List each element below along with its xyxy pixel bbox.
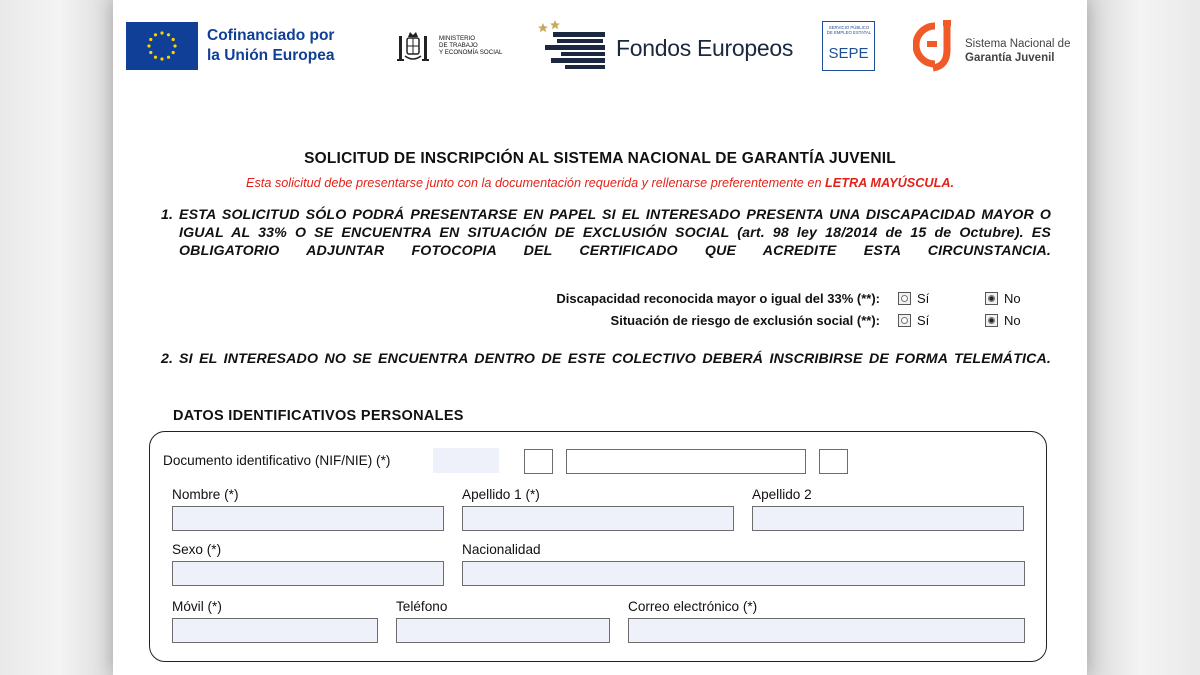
sexo-field[interactable] (172, 561, 444, 586)
question-exclusion-label: Situación de riesgo de exclusión social (**): (610, 313, 880, 328)
notice-1-number: 1. (161, 207, 174, 223)
exclusion-si-option[interactable] (898, 313, 929, 328)
nombre-field[interactable] (172, 506, 444, 531)
discapacidad-si-radio[interactable] (898, 292, 911, 305)
apellido1-field[interactable] (462, 506, 734, 531)
notice-1 (161, 206, 1051, 278)
exclusion-si-radio[interactable] (898, 314, 911, 327)
apellido2-label: Apellido 2 (752, 487, 812, 502)
ministerio-text: MINISTERIO DE TRABAJO Y ECONOMÍA SOCIAL (439, 35, 503, 56)
discapacidad-no-radio[interactable] (985, 292, 998, 305)
discapacidad-no-label: No (1004, 291, 1021, 306)
form-title: SOLICITUD DE INSCRIPCIÓN AL SISTEMA NACIONAL DE GARANTÍA JUVENIL (304, 150, 896, 167)
notice-2-text: SI EL INTERESADO NO SE ENCUENTRA DENTRO DE ESTE COLECTIVO DEBERÁ INSCRIBIRSE DE FORMA TELEMÁTICA. (179, 351, 1051, 367)
sepe-big-text: SEPE (828, 45, 869, 62)
garantia-juvenil-icon (913, 20, 959, 72)
form-sheet (113, 0, 1087, 675)
sexo-label: Sexo (*) (172, 542, 222, 557)
personal-data-panel (149, 431, 1047, 662)
discapacidad-si-label: Sí (917, 291, 930, 306)
correo-label: Correo electrónico (*) (628, 599, 758, 614)
sepe-small-text: SERVICIO PÚBLICO DE EMPLEO ESTATAL (826, 25, 872, 35)
subtitle-emphasis: LETRA MAYÚSCULA. (825, 176, 955, 190)
notice-2 (161, 350, 1051, 386)
documento-letter-suffix-field[interactable] (819, 449, 848, 474)
apellido2-field[interactable] (752, 506, 1024, 531)
garantia-juvenil-logo (913, 20, 1083, 72)
documento-label: Documento identificativo (NIF/NIE) (*) (163, 453, 391, 468)
documento-type-field[interactable] (433, 448, 499, 473)
documento-letter-prefix-field[interactable] (524, 449, 553, 474)
apellido1-label: Apellido 1 (*) (462, 487, 540, 502)
nombre-label: Nombre (*) (172, 487, 239, 502)
form-subtitle (113, 176, 1087, 190)
spain-coat-of-arms-icon (393, 28, 433, 68)
eu-logo-text (207, 26, 334, 66)
question-discapacidad-label: Discapacidad reconocida mayor o igual del 33% (**): (556, 291, 880, 306)
telefono-label: Teléfono (396, 599, 448, 614)
nacionalidad-field[interactable] (462, 561, 1025, 586)
eu-flag-logo (126, 22, 198, 70)
documento-number-field[interactable] (566, 449, 806, 474)
garantia-juvenil-line1: Sistema Nacional de (965, 38, 1071, 50)
movil-label: Móvil (*) (172, 599, 222, 614)
movil-field[interactable] (172, 618, 378, 643)
exclusion-no-option[interactable] (985, 313, 1021, 328)
exclusion-no-label: No (1004, 313, 1021, 328)
garantia-juvenil-line2: Garantía Juvenil (965, 52, 1055, 64)
ministerio-logo (393, 28, 511, 68)
exclusion-si-label: Sí (917, 313, 930, 328)
nacionalidad-label: Nacionalidad (462, 542, 541, 557)
garantia-juvenil-text (965, 37, 1070, 65)
eu-logo-line1: Cofinanciado por (207, 27, 335, 44)
notice-2-number: 2. (161, 351, 174, 367)
telefono-field[interactable] (396, 618, 610, 643)
discapacidad-si-option[interactable] (898, 291, 929, 306)
eu-logo-line2: la Unión Europea (207, 47, 335, 64)
fondos-europeos-icon (535, 20, 613, 72)
discapacidad-no-option[interactable] (985, 291, 1021, 306)
exclusion-no-radio[interactable] (985, 314, 998, 327)
fondos-europeos-logo (535, 20, 795, 72)
personal-data-section-title: DATOS IDENTIFICATIVOS PERSONALES (173, 408, 464, 424)
notice-1-text: ESTA SOLICITUD SÓLO PODRÁ PRESENTARSE EN PAPEL SI EL INTERESADO PRESENTA UNA DISCAPACIDAD MAYOR O IGUAL AL 33% O SE ENCUENTRA EN SITUACIÓN DE EXCLUSIÓN SOCIAL (art. 98 ley 18/2014 de 15 de Octubre). ES OBLIGATORIO ADJUNTAR FOTOCOPIA DEL CERTIFICADO QUE ACREDITE ESTA CIRCUNSTANCIA. (179, 207, 1051, 259)
fondos-europeos-text: Fondos Europeos (616, 35, 794, 61)
subtitle-text: Esta solicitud debe presentarse junto con la documentación requerida y rellenarse preferentemente en (245, 176, 822, 190)
sepe-logo (822, 21, 875, 71)
correo-field[interactable] (628, 618, 1025, 643)
